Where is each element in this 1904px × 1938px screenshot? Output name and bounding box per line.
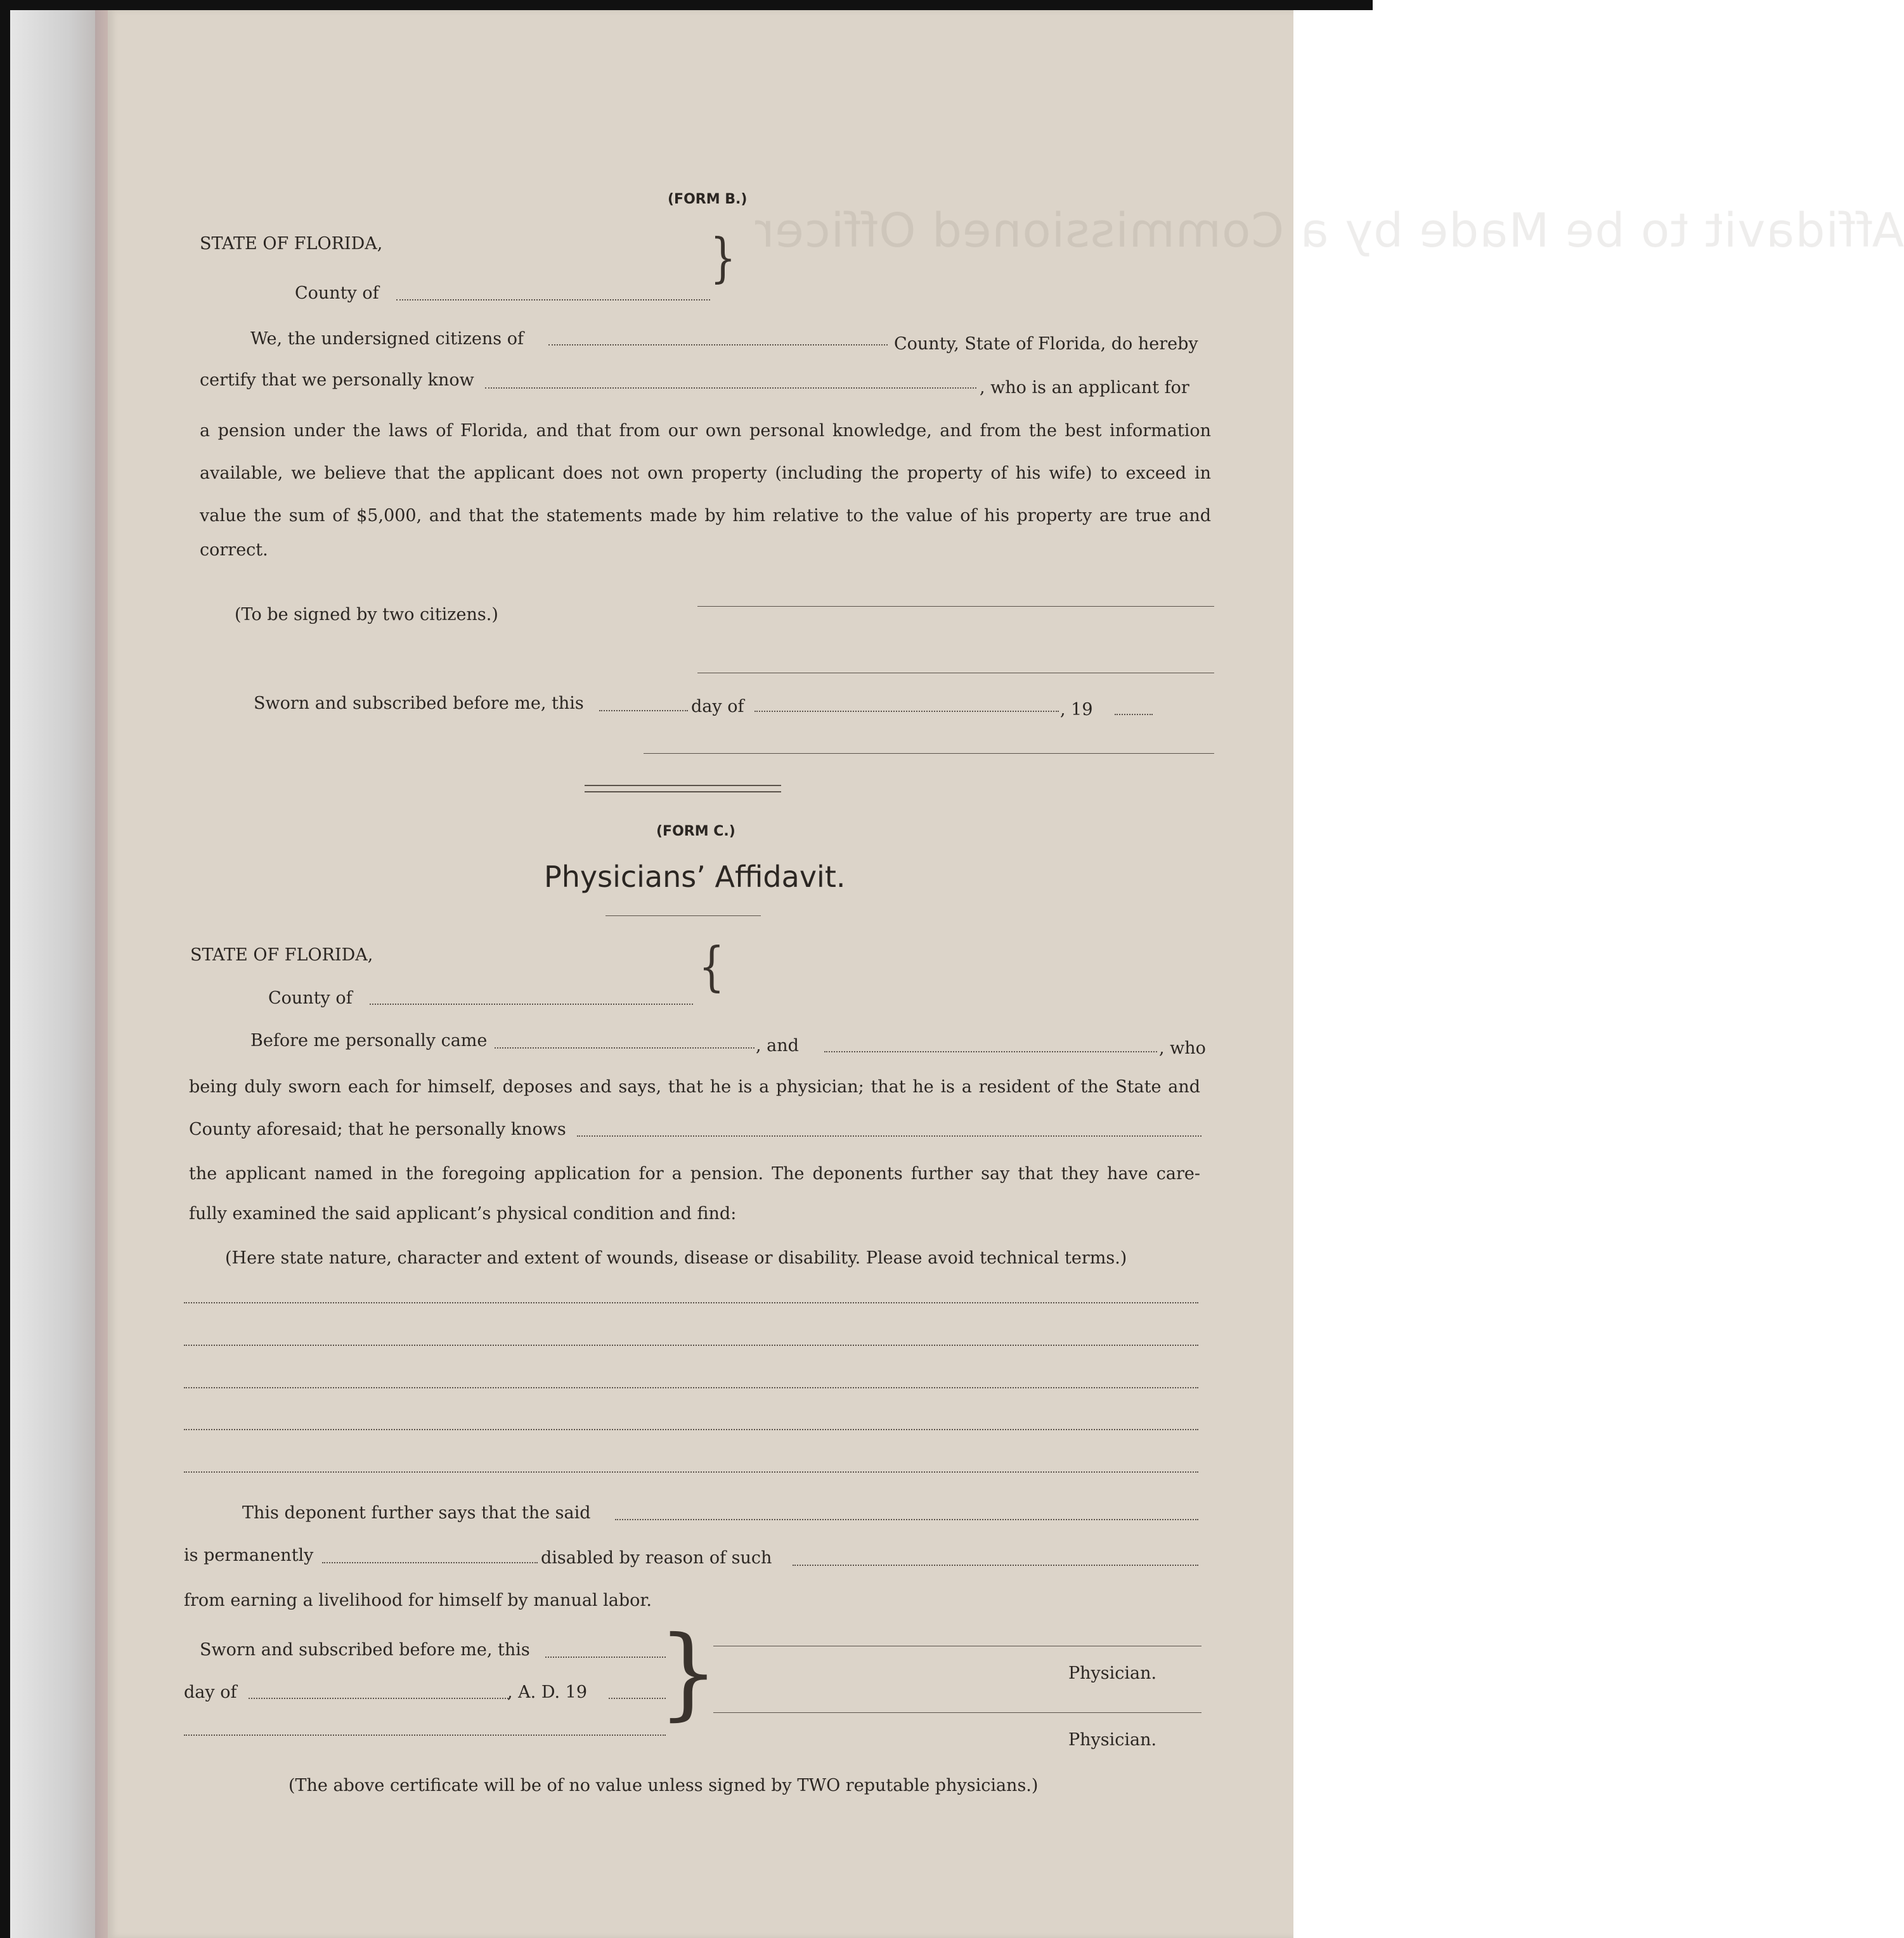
form-c-brace: { (699, 936, 725, 998)
form-c-year-field[interactable] (609, 1698, 666, 1699)
permanence-field[interactable] (322, 1562, 538, 1563)
form-c-p1-a: Before me personally came (250, 1031, 488, 1050)
form-c-p4: the applicant named in the foregoing application for a pension. The deponents further say that they have care- (189, 1164, 1200, 1184)
form-b-sworn-a: Sworn and subscribed before me, this (254, 694, 584, 713)
applicant-name-field-2[interactable] (615, 1519, 1198, 1520)
form-c-instruction: (Here state nature, character and extent of wounds, disease or disability. Please avoid technical terms.) (225, 1248, 1127, 1268)
divider-bottom (585, 791, 781, 792)
form-c-p5: fully examined the said applicant’s physical condition and find: (189, 1204, 737, 1224)
scan-border-left (0, 0, 10, 1938)
form-b-brace: } (710, 228, 736, 290)
findings-line-1[interactable] (184, 1302, 1198, 1303)
form-c-notary-signature[interactable] (184, 1735, 666, 1736)
physician-2-signature[interactable] (713, 1712, 1201, 1713)
form-b-p2-a: certify that we personally know (200, 370, 474, 390)
page-edge (95, 10, 109, 1938)
form-c-label: (FORM C.) (656, 824, 735, 839)
title-underline (606, 915, 761, 916)
physician-1-name-field[interactable] (495, 1047, 754, 1049)
findings-line-5[interactable] (184, 1471, 1198, 1473)
form-b-p1-b: County, State of Florida, do hereby (894, 334, 1198, 354)
form-b-label: (FORM B.) (668, 191, 748, 207)
form-b-sworn-day-field[interactable] (599, 710, 688, 711)
physician-1-label: Physician. (1068, 1663, 1157, 1683)
form-b-p6: correct. (200, 540, 268, 560)
form-b-signed-note: (To be signed by two citizens.) (235, 605, 498, 624)
form-b-state: STATE OF FLORIDA, (200, 234, 383, 254)
form-c-footer: (The above certificate will be of no value unless signed by TWO reputable physicians.) (288, 1776, 1039, 1795)
form-c-p1-b: , and (756, 1036, 799, 1056)
form-c-p3: County aforesaid; that he personally knows (189, 1120, 566, 1139)
form-b-known-person-field[interactable] (485, 387, 976, 389)
notary-signature-line[interactable] (644, 753, 1214, 754)
findings-line-4[interactable] (184, 1429, 1198, 1430)
form-c-title: Physicians’ Affidavit. (544, 860, 846, 894)
form-b-citizens-county-field[interactable] (548, 344, 888, 346)
form-c-sworn-a: Sworn and subscribed before me, this (200, 1640, 530, 1660)
findings-line-3[interactable] (184, 1387, 1198, 1388)
back-sheet (10, 10, 108, 1938)
form-b-sworn-month-field[interactable] (754, 711, 1059, 712)
form-c-day-of: day of (184, 1683, 237, 1702)
divider-top (585, 785, 781, 786)
form-c-state: STATE OF FLORIDA, (190, 945, 373, 965)
form-c-county-field[interactable] (370, 1004, 693, 1005)
form-b-county-label: County of (295, 283, 379, 303)
disability-cause-field[interactable] (793, 1565, 1198, 1566)
form-b-p5: value the sum of $5,000, and that the statements made by him relative to the value of his property are true and (200, 506, 1211, 526)
form-b-p3: a pension under the laws of Florida, and that from our own personal knowledge, and from the best information (200, 421, 1211, 441)
form-c-further-a: This deponent further says that the said (242, 1503, 591, 1523)
form-c-county-label: County of (268, 988, 353, 1008)
findings-line-2[interactable] (184, 1345, 1198, 1346)
form-c-month-field[interactable] (249, 1698, 508, 1699)
form-b-p1-a: We, the undersigned citizens of (250, 329, 524, 349)
form-c-p1-c: , who (1159, 1038, 1206, 1058)
signature-brace: } (658, 1615, 719, 1731)
applicant-name-field[interactable] (577, 1135, 1201, 1137)
document-page (108, 10, 1904, 1938)
form-b-county-field[interactable] (396, 299, 710, 300)
citizen-signature-1[interactable] (697, 606, 1214, 607)
form-c-ad: , A. D. 19 (507, 1683, 588, 1702)
form-c-perm-b: disabled by reason of such (541, 1548, 772, 1568)
form-c-livelihood: from earning a livelihood for himself by manual labor. (184, 1591, 652, 1610)
bleed-through-text: Affidavit to be Made by a Commissioned Officer (754, 203, 1904, 258)
physician-2-name-field[interactable] (824, 1051, 1157, 1052)
form-c-perm-a: is permanently (184, 1546, 314, 1565)
scan-border-top (0, 0, 1373, 10)
form-c-p2: being duly sworn each for himself, deposes and says, that he is a physician; that he is a resident of the State and (189, 1077, 1200, 1097)
form-b-sworn-year-field[interactable] (1115, 714, 1153, 715)
form-c-sworn-day-field[interactable] (545, 1657, 666, 1658)
form-b-p2-b: , who is an applicant for (980, 378, 1189, 397)
form-b-p4: available, we believe that the applicant does not own property (including the property of his wife) to exceed in (200, 463, 1211, 483)
form-b-sworn-c: , 19 (1060, 700, 1093, 720)
form-b-sworn-b: day of (691, 697, 744, 716)
physician-2-label: Physician. (1068, 1730, 1157, 1750)
